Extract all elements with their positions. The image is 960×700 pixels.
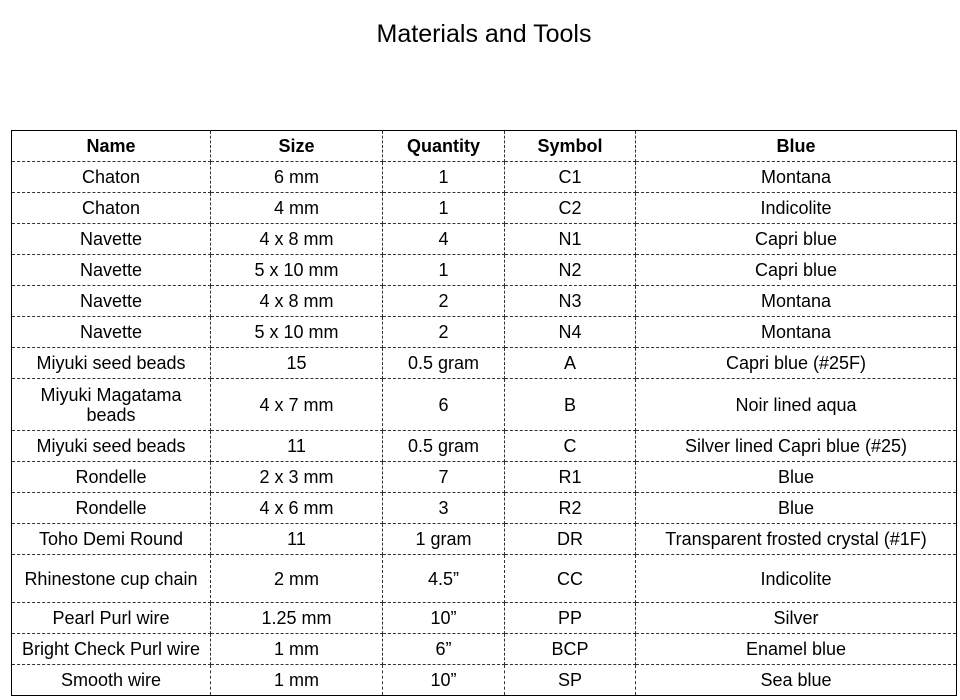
cell-size: 4 x 7 mm <box>211 379 383 431</box>
table-row <box>12 193 957 224</box>
cell-name: Navette <box>12 317 211 348</box>
cell-quantity: 10” <box>383 665 505 696</box>
table-row <box>12 603 957 634</box>
cell-name: Rondelle <box>12 493 211 524</box>
cell-quantity: 1 gram <box>383 524 505 555</box>
cell-quantity: 2 <box>383 317 505 348</box>
cell-blue: Capri blue <box>636 255 957 286</box>
cell-symbol: C1 <box>505 162 636 193</box>
cell-blue: Blue <box>636 462 957 493</box>
cell-name: Chaton <box>12 162 211 193</box>
cell-blue: Noir lined aqua <box>636 379 957 431</box>
cell-symbol: DR <box>505 524 636 555</box>
cell-blue: Blue <box>636 493 957 524</box>
cell-quantity: 0.5 gram <box>383 348 505 379</box>
cell-size: 11 <box>211 431 383 462</box>
cell-size: 2 x 3 mm <box>211 462 383 493</box>
cell-symbol: SP <box>505 665 636 696</box>
cell-quantity: 4 <box>383 224 505 255</box>
table-header-row <box>12 131 957 162</box>
cell-symbol: C <box>505 431 636 462</box>
cell-quantity: 2 <box>383 286 505 317</box>
cell-name: Navette <box>12 224 211 255</box>
cell-name: Chaton <box>12 193 211 224</box>
header-name: Name <box>12 131 211 162</box>
cell-size: 1.25 mm <box>211 603 383 634</box>
header-blue: Blue <box>636 131 957 162</box>
cell-name: Smooth wire <box>12 665 211 696</box>
table-row <box>12 162 957 193</box>
cell-quantity: 0.5 gram <box>383 431 505 462</box>
cell-symbol: PP <box>505 603 636 634</box>
page-title: Materials and Tools <box>376 20 592 48</box>
header-quantity: Quantity <box>383 131 505 162</box>
cell-quantity: 1 <box>383 162 505 193</box>
cell-size: 1 mm <box>211 634 383 665</box>
cell-quantity: 7 <box>383 462 505 493</box>
cell-size: 5 x 10 mm <box>211 255 383 286</box>
cell-blue: Capri blue <box>636 224 957 255</box>
table-row <box>12 317 957 348</box>
cell-size: 4 mm <box>211 193 383 224</box>
cell-quantity: 6 <box>383 379 505 431</box>
cell-blue: Montana <box>636 162 957 193</box>
cell-symbol: N2 <box>505 255 636 286</box>
cell-name: Pearl Purl wire <box>12 603 211 634</box>
table-row <box>12 493 957 524</box>
table-row <box>12 634 957 665</box>
cell-blue: Capri blue (#25F) <box>636 348 957 379</box>
table-row <box>12 286 957 317</box>
cell-quantity: 1 <box>383 193 505 224</box>
cell-blue: Silver <box>636 603 957 634</box>
cell-blue: Enamel blue <box>636 634 957 665</box>
cell-symbol: N3 <box>505 286 636 317</box>
table-row <box>12 524 957 555</box>
cell-name: Rondelle <box>12 462 211 493</box>
header-symbol: Symbol <box>505 131 636 162</box>
cell-name: Miyuki Magatama beads <box>12 379 211 431</box>
table-row <box>12 462 957 493</box>
cell-quantity: 6” <box>383 634 505 665</box>
cell-name: Rhinestone cup chain <box>12 555 211 603</box>
table-row <box>12 224 957 255</box>
cell-name: Miyuki seed beads <box>12 431 211 462</box>
table-row <box>12 555 957 603</box>
cell-name: Navette <box>12 286 211 317</box>
cell-size: 11 <box>211 524 383 555</box>
cell-blue: Sea blue <box>636 665 957 696</box>
cell-quantity: 1 <box>383 255 505 286</box>
cell-blue: Montana <box>636 317 957 348</box>
cell-blue: Montana <box>636 286 957 317</box>
cell-quantity: 10” <box>383 603 505 634</box>
cell-symbol: CC <box>505 555 636 603</box>
cell-name: Navette <box>12 255 211 286</box>
cell-symbol: N4 <box>505 317 636 348</box>
cell-symbol: C2 <box>505 193 636 224</box>
cell-size: 4 x 8 mm <box>211 224 383 255</box>
cell-size: 15 <box>211 348 383 379</box>
cell-symbol: B <box>505 379 636 431</box>
cell-quantity: 3 <box>383 493 505 524</box>
cell-name: Bright Check Purl wire <box>12 634 211 665</box>
materials-table <box>11 130 957 696</box>
table-row <box>12 379 957 431</box>
cell-blue: Silver lined Capri blue (#25) <box>636 431 957 462</box>
cell-quantity: 4.5” <box>383 555 505 603</box>
cell-name: Toho Demi Round <box>12 524 211 555</box>
table-row <box>12 255 957 286</box>
cell-size: 2 mm <box>211 555 383 603</box>
table-row <box>12 348 957 379</box>
cell-symbol: R1 <box>505 462 636 493</box>
cell-size: 1 mm <box>211 665 383 696</box>
cell-size: 6 mm <box>211 162 383 193</box>
cell-symbol: BCP <box>505 634 636 665</box>
cell-blue: Indicolite <box>636 555 957 603</box>
cell-size: 4 x 8 mm <box>211 286 383 317</box>
header-size: Size <box>211 131 383 162</box>
cell-blue: Transparent frosted crystal (#1F) <box>636 524 957 555</box>
table-row <box>12 431 957 462</box>
table-row <box>12 665 957 696</box>
cell-symbol: A <box>505 348 636 379</box>
cell-symbol: N1 <box>505 224 636 255</box>
cell-size: 5 x 10 mm <box>211 317 383 348</box>
cell-symbol: R2 <box>505 493 636 524</box>
cell-blue: Indicolite <box>636 193 957 224</box>
cell-size: 4 x 6 mm <box>211 493 383 524</box>
cell-name: Miyuki seed beads <box>12 348 211 379</box>
